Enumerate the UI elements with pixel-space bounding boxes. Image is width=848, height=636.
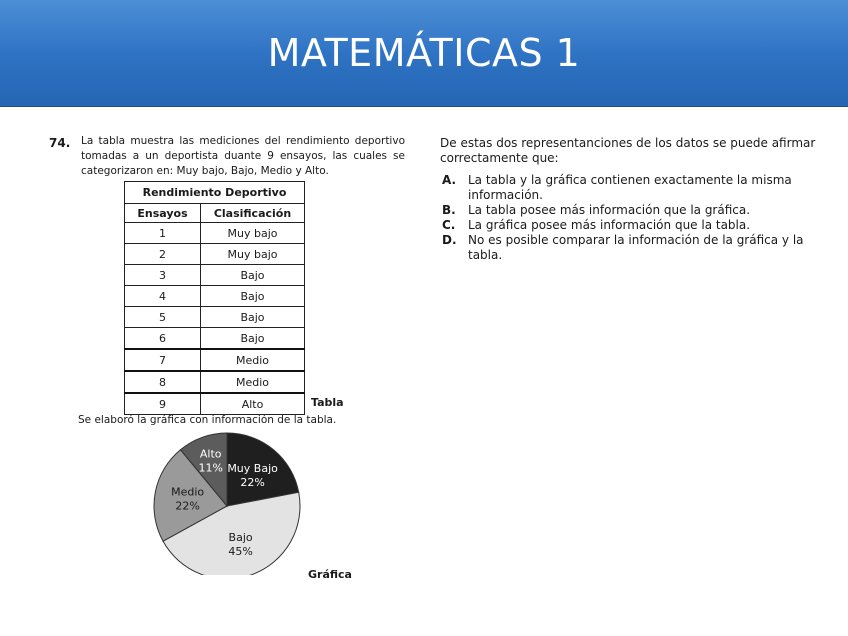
answers-intro: De estas dos representanciones de los datos se puede afirmar correctamente que:	[440, 136, 816, 165]
pie-value-bajo: 45%	[228, 544, 253, 558]
pie-label-bajo: Bajo	[228, 530, 253, 544]
trial-cell: 4	[125, 286, 201, 307]
table-label: Tabla	[311, 396, 344, 409]
classification-cell: Medio	[201, 371, 305, 393]
trial-cell: 6	[125, 328, 201, 350]
classification-cell: Muy bajo	[201, 244, 305, 265]
table-row	[125, 223, 305, 244]
column-header-trials: Ensayos	[125, 204, 201, 223]
table-row	[125, 286, 305, 307]
option-letter: C.	[442, 218, 456, 232]
trial-cell: 1	[125, 223, 201, 244]
classification-cell: Medio	[201, 349, 305, 371]
classification-cell: Bajo	[201, 307, 305, 328]
page-title: MATEMÁTICAS 1	[267, 31, 581, 75]
title-banner	[0, 0, 848, 107]
answer-option-d[interactable]	[442, 233, 820, 263]
question-number: 74.	[49, 136, 71, 150]
table-caption: Rendimiento Deportivo	[125, 182, 305, 204]
classification-cell: Bajo	[201, 265, 305, 286]
trial-cell: 3	[125, 265, 201, 286]
pie-value-alto: 11%	[198, 461, 223, 475]
option-letter: A.	[442, 173, 457, 187]
classification-cell: Bajo	[201, 328, 305, 350]
classification-cell: Muy bajo	[201, 223, 305, 244]
table-row	[125, 307, 305, 328]
answer-option-c[interactable]	[442, 218, 820, 233]
table-row	[125, 371, 305, 393]
answer-option-b[interactable]	[442, 203, 820, 218]
classification-cell: Bajo	[201, 286, 305, 307]
option-text: La gráfica posee más información que la tabla.	[468, 218, 751, 232]
option-letter: D.	[442, 233, 457, 247]
pie-value-medio: 22%	[175, 499, 200, 513]
trial-cell: 2	[125, 244, 201, 265]
option-text: La tabla y la gráfica contienen exactamente la misma información.	[468, 173, 792, 202]
trial-cell: 9	[125, 393, 201, 415]
table-row	[125, 244, 305, 265]
pie-label-medio: Medio	[171, 485, 205, 499]
chart-label: Gráfica	[308, 568, 352, 581]
pie-value-muy-bajo: 22%	[240, 476, 265, 490]
option-text: La tabla posee más información que la gráfica.	[468, 203, 751, 217]
option-letter: B.	[442, 203, 456, 217]
performance-table	[124, 181, 305, 415]
pie-chart	[145, 425, 315, 575]
answer-option-a[interactable]	[442, 173, 820, 203]
trial-cell: 8	[125, 371, 201, 393]
pie-label-muy-bajo: Muy Bajo	[227, 462, 278, 476]
classification-cell: Alto	[201, 393, 305, 415]
table-row	[125, 265, 305, 286]
table-row	[125, 349, 305, 371]
table-row	[125, 328, 305, 350]
trial-cell: 5	[125, 307, 201, 328]
graph-intro-text: Se elaboró la gráfica con información de la tabla.	[78, 414, 337, 426]
answer-options	[442, 173, 820, 263]
table-row	[125, 393, 305, 415]
column-header-classification: Clasificación	[201, 204, 305, 223]
trial-cell: 7	[125, 349, 201, 371]
question-text: La tabla muestra las mediciones del rendimiento deportivo tomadas a un deportista duante 9 ensayos, las cuales se categorizaron en: Muy bajo, Bajo, Medio y Alto.	[81, 135, 405, 177]
option-text: No es posible comparar la información de la gráfica y la tabla.	[468, 233, 804, 262]
pie-label-alto: Alto	[199, 447, 222, 461]
